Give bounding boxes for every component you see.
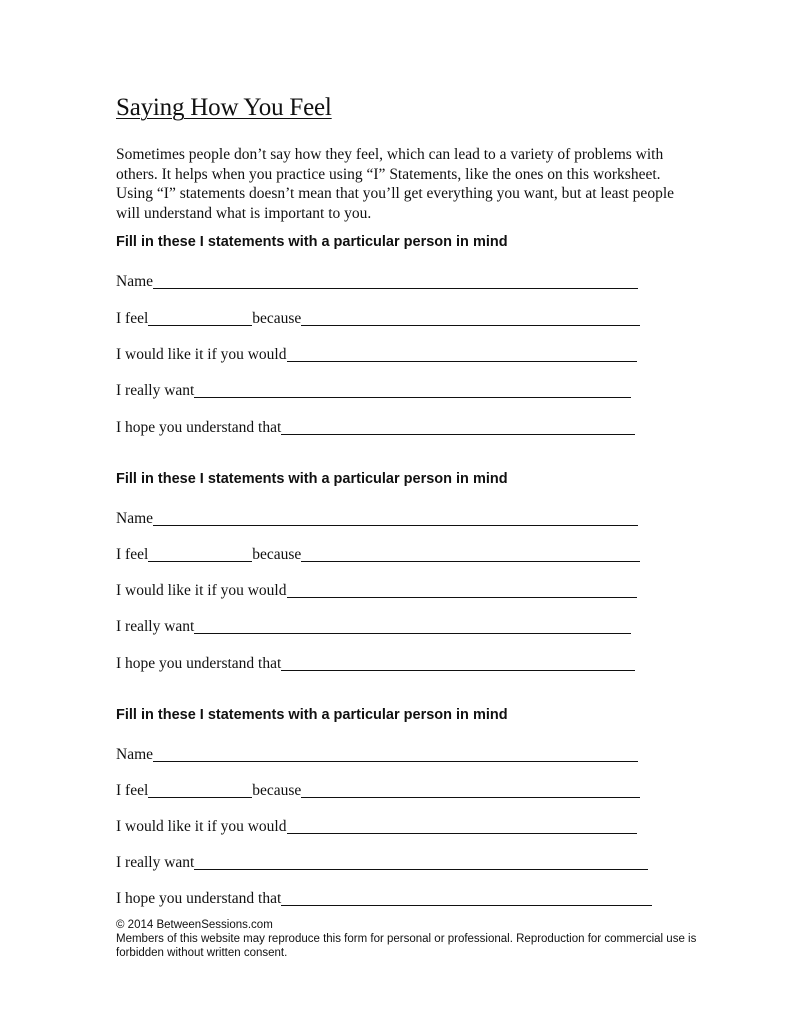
hope-blank[interactable] [281, 654, 635, 671]
would-like-blank[interactable] [287, 817, 638, 834]
hope-blank[interactable] [281, 418, 635, 435]
feel-blank[interactable] [148, 545, 252, 562]
feel-row [116, 543, 640, 565]
would-like-label: I would like it if you would [116, 582, 287, 599]
hope-row [116, 652, 635, 674]
would-like-label: I would like it if you would [116, 818, 287, 835]
feel-label: I feel [116, 546, 149, 563]
feel-row [116, 779, 640, 801]
name-label: Name [116, 510, 154, 527]
feel-row [116, 307, 640, 329]
really-want-row [116, 615, 631, 637]
really-want-blank[interactable] [194, 617, 631, 634]
really-want-label: I really want [116, 854, 195, 871]
section-heading: Fill in these I statements with a particular person in mind [116, 707, 508, 723]
hope-label: I hope you understand that [116, 655, 282, 672]
name-blank[interactable] [153, 272, 638, 289]
feel-label: I feel [116, 310, 149, 327]
really-want-row [116, 851, 648, 873]
would-like-row [116, 343, 637, 365]
hope-label: I hope you understand that [116, 890, 282, 907]
name-row [116, 270, 638, 292]
really-want-blank[interactable] [194, 853, 648, 870]
page-title: Saying How You Feel [116, 94, 332, 121]
because-blank[interactable] [301, 781, 640, 798]
would-like-blank[interactable] [287, 581, 638, 598]
name-row [116, 743, 638, 765]
would-like-row [116, 815, 637, 837]
reproduction-notice: Members of this website may reproduce this form for personal or professional. Reproduction for commercial use is forbidden without written consent. [116, 933, 697, 959]
hope-row [116, 416, 635, 438]
intro-paragraph: Sometimes people don’t say how they feel, which can lead to a variety of problems with others. It helps when you practice using “I” Statements, like the ones on this worksheet. Using “I” statements doesn’t mean that you’ll get everything you want, but at least people will understand what is important to you. [116, 146, 674, 222]
name-blank[interactable] [153, 745, 638, 762]
really-want-row [116, 379, 631, 401]
because-label: because [252, 782, 302, 799]
because-blank[interactable] [301, 545, 640, 562]
name-row [116, 507, 638, 529]
would-like-row [116, 579, 637, 601]
would-like-label: I would like it if you would [116, 346, 287, 363]
really-want-label: I really want [116, 382, 195, 399]
section-heading: Fill in these I statements with a particular person in mind [116, 234, 508, 250]
feel-blank[interactable] [148, 781, 252, 798]
really-want-label: I really want [116, 618, 195, 635]
because-label: because [252, 546, 302, 563]
copyright-text: © 2014 BetweenSessions.com [116, 919, 273, 931]
name-label: Name [116, 746, 154, 763]
feel-label: I feel [116, 782, 149, 799]
name-blank[interactable] [153, 509, 638, 526]
because-blank[interactable] [301, 309, 640, 326]
section-heading: Fill in these I statements with a particular person in mind [116, 471, 508, 487]
would-like-blank[interactable] [287, 345, 638, 362]
footer [116, 918, 716, 960]
name-label: Name [116, 273, 154, 290]
hope-label: I hope you understand that [116, 419, 282, 436]
feel-blank[interactable] [148, 309, 252, 326]
really-want-blank[interactable] [194, 381, 631, 398]
because-label: because [252, 310, 302, 327]
hope-blank[interactable] [281, 889, 652, 906]
hope-row [116, 887, 652, 909]
